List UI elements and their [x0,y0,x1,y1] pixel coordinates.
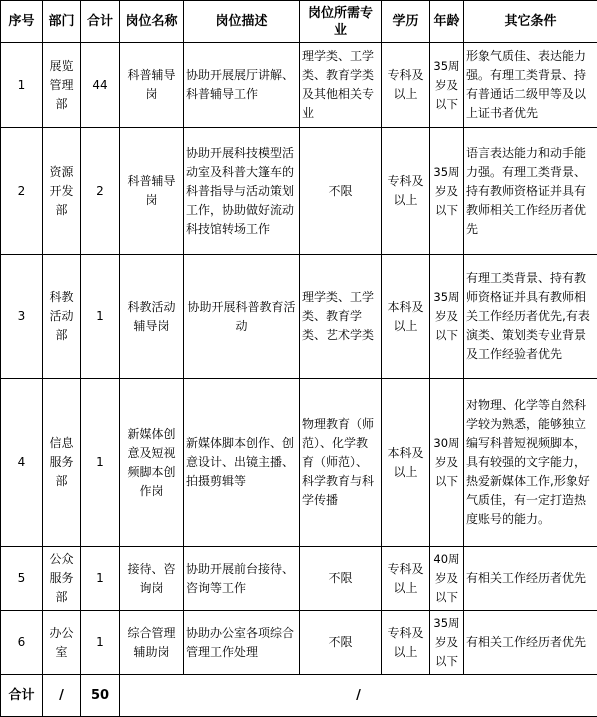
education: 专科及以上 [382,128,430,255]
department: 信息服务部 [43,379,81,547]
other-conditions: 语言表达能力和动手能力强。有理工类背景、持有教师资格证并具有教师相关工作经历者优先 [464,128,597,255]
education: 专科及以上 [382,43,430,128]
row-number: 4 [1,379,43,547]
required-major: 理学类、工学类、教育学类及其他相关专业 [300,43,382,128]
table-row [1,611,597,675]
headcount: 1 [81,255,120,379]
education: 本科及以上 [382,379,430,547]
department: 公众服务部 [43,547,81,611]
row-number: 3 [1,255,43,379]
other-conditions: 形象气质佳、表达能力强。有理工类背景、持有普通话二级甲等及以上证书者优先 [464,43,597,128]
post-description: 协助开展科技模型活动室及科普大篷车的科普指导与活动策划工作，协助做好流动科技馆转场工作 [184,128,300,255]
total-count: 50 [81,675,120,717]
header-cell: 年龄 [430,1,464,43]
other-conditions: 对物理、化学等自然科学较为熟悉，能够独立编写科普短视频脚本，具有较强的文字能力，热爱新媒体工作,形象好气质佳，有一定打造热度账号的能力。 [464,379,597,547]
post-name: 科普辅导岗 [120,43,184,128]
post-name: 科普辅导岗 [120,128,184,255]
age-limit: 35周岁及以下 [430,43,464,128]
required-major: 理学类、工学类、教育学类、艺术学类 [300,255,382,379]
table-row [1,547,597,611]
header-cell: 岗位名称 [120,1,184,43]
total-label: 合计 [1,675,43,717]
post-description: 协助开展科普教育活动 [184,255,300,379]
header-cell: 岗位描述 [184,1,300,43]
table-row [1,379,597,547]
total-rest-placeholder: / [120,675,597,717]
required-major: 不限 [300,611,382,675]
header-row [1,1,597,43]
education: 专科及以上 [382,611,430,675]
age-limit: 35周岁及以下 [430,128,464,255]
post-description: 协助开展前台接待、咨询等工作 [184,547,300,611]
total-dept-placeholder: / [43,675,81,717]
other-conditions: 有相关工作经历者优先 [464,611,597,675]
education: 本科及以上 [382,255,430,379]
education: 专科及以上 [382,547,430,611]
header-cell: 其它条件 [464,1,597,43]
post-name: 接待、咨询岗 [120,547,184,611]
row-number: 6 [1,611,43,675]
post-name: 科教活动辅导岗 [120,255,184,379]
age-limit: 35周岁及以下 [430,255,464,379]
headcount: 1 [81,379,120,547]
post-description: 新媒体脚本创作、创意设计、出镜主播、拍摄剪辑等 [184,379,300,547]
headcount: 2 [81,128,120,255]
table-row [1,128,597,255]
header-cell: 学历 [382,1,430,43]
headcount: 1 [81,611,120,675]
header-cell: 岗位所需专业 [300,1,382,43]
table-row [1,43,597,128]
age-limit: 35周岁及以下 [430,611,464,675]
row-number: 5 [1,547,43,611]
other-conditions: 有理工类背景、持有教师资格证并具有教师相关工作经历者优先,有表演类、策划类专业背景及工作经验者优先 [464,255,597,379]
total-row [1,675,597,717]
post-name: 综合管理辅助岗 [120,611,184,675]
headcount: 1 [81,547,120,611]
post-description: 协助开展展厅讲解、科普辅导工作 [184,43,300,128]
department: 资源开发部 [43,128,81,255]
post-description: 协助办公室各项综合管理工作处理 [184,611,300,675]
required-major: 物理教育（师范）、化学教育（师范）、科学教育与科学传播 [300,379,382,547]
headcount: 44 [81,43,120,128]
department: 科教活动部 [43,255,81,379]
required-major: 不限 [300,128,382,255]
age-limit: 40周岁及以下 [430,547,464,611]
row-number: 2 [1,128,43,255]
age-limit: 30周岁及以下 [430,379,464,547]
department: 展览管理部 [43,43,81,128]
required-major: 不限 [300,547,382,611]
row-number: 1 [1,43,43,128]
post-name: 新媒体创意及短视频脚本创作岗 [120,379,184,547]
header-cell: 序号 [1,1,43,43]
other-conditions: 有相关工作经历者优先 [464,547,597,611]
header-cell: 合计 [81,1,120,43]
department: 办公室 [43,611,81,675]
table-row [1,255,597,379]
header-cell: 部门 [43,1,81,43]
